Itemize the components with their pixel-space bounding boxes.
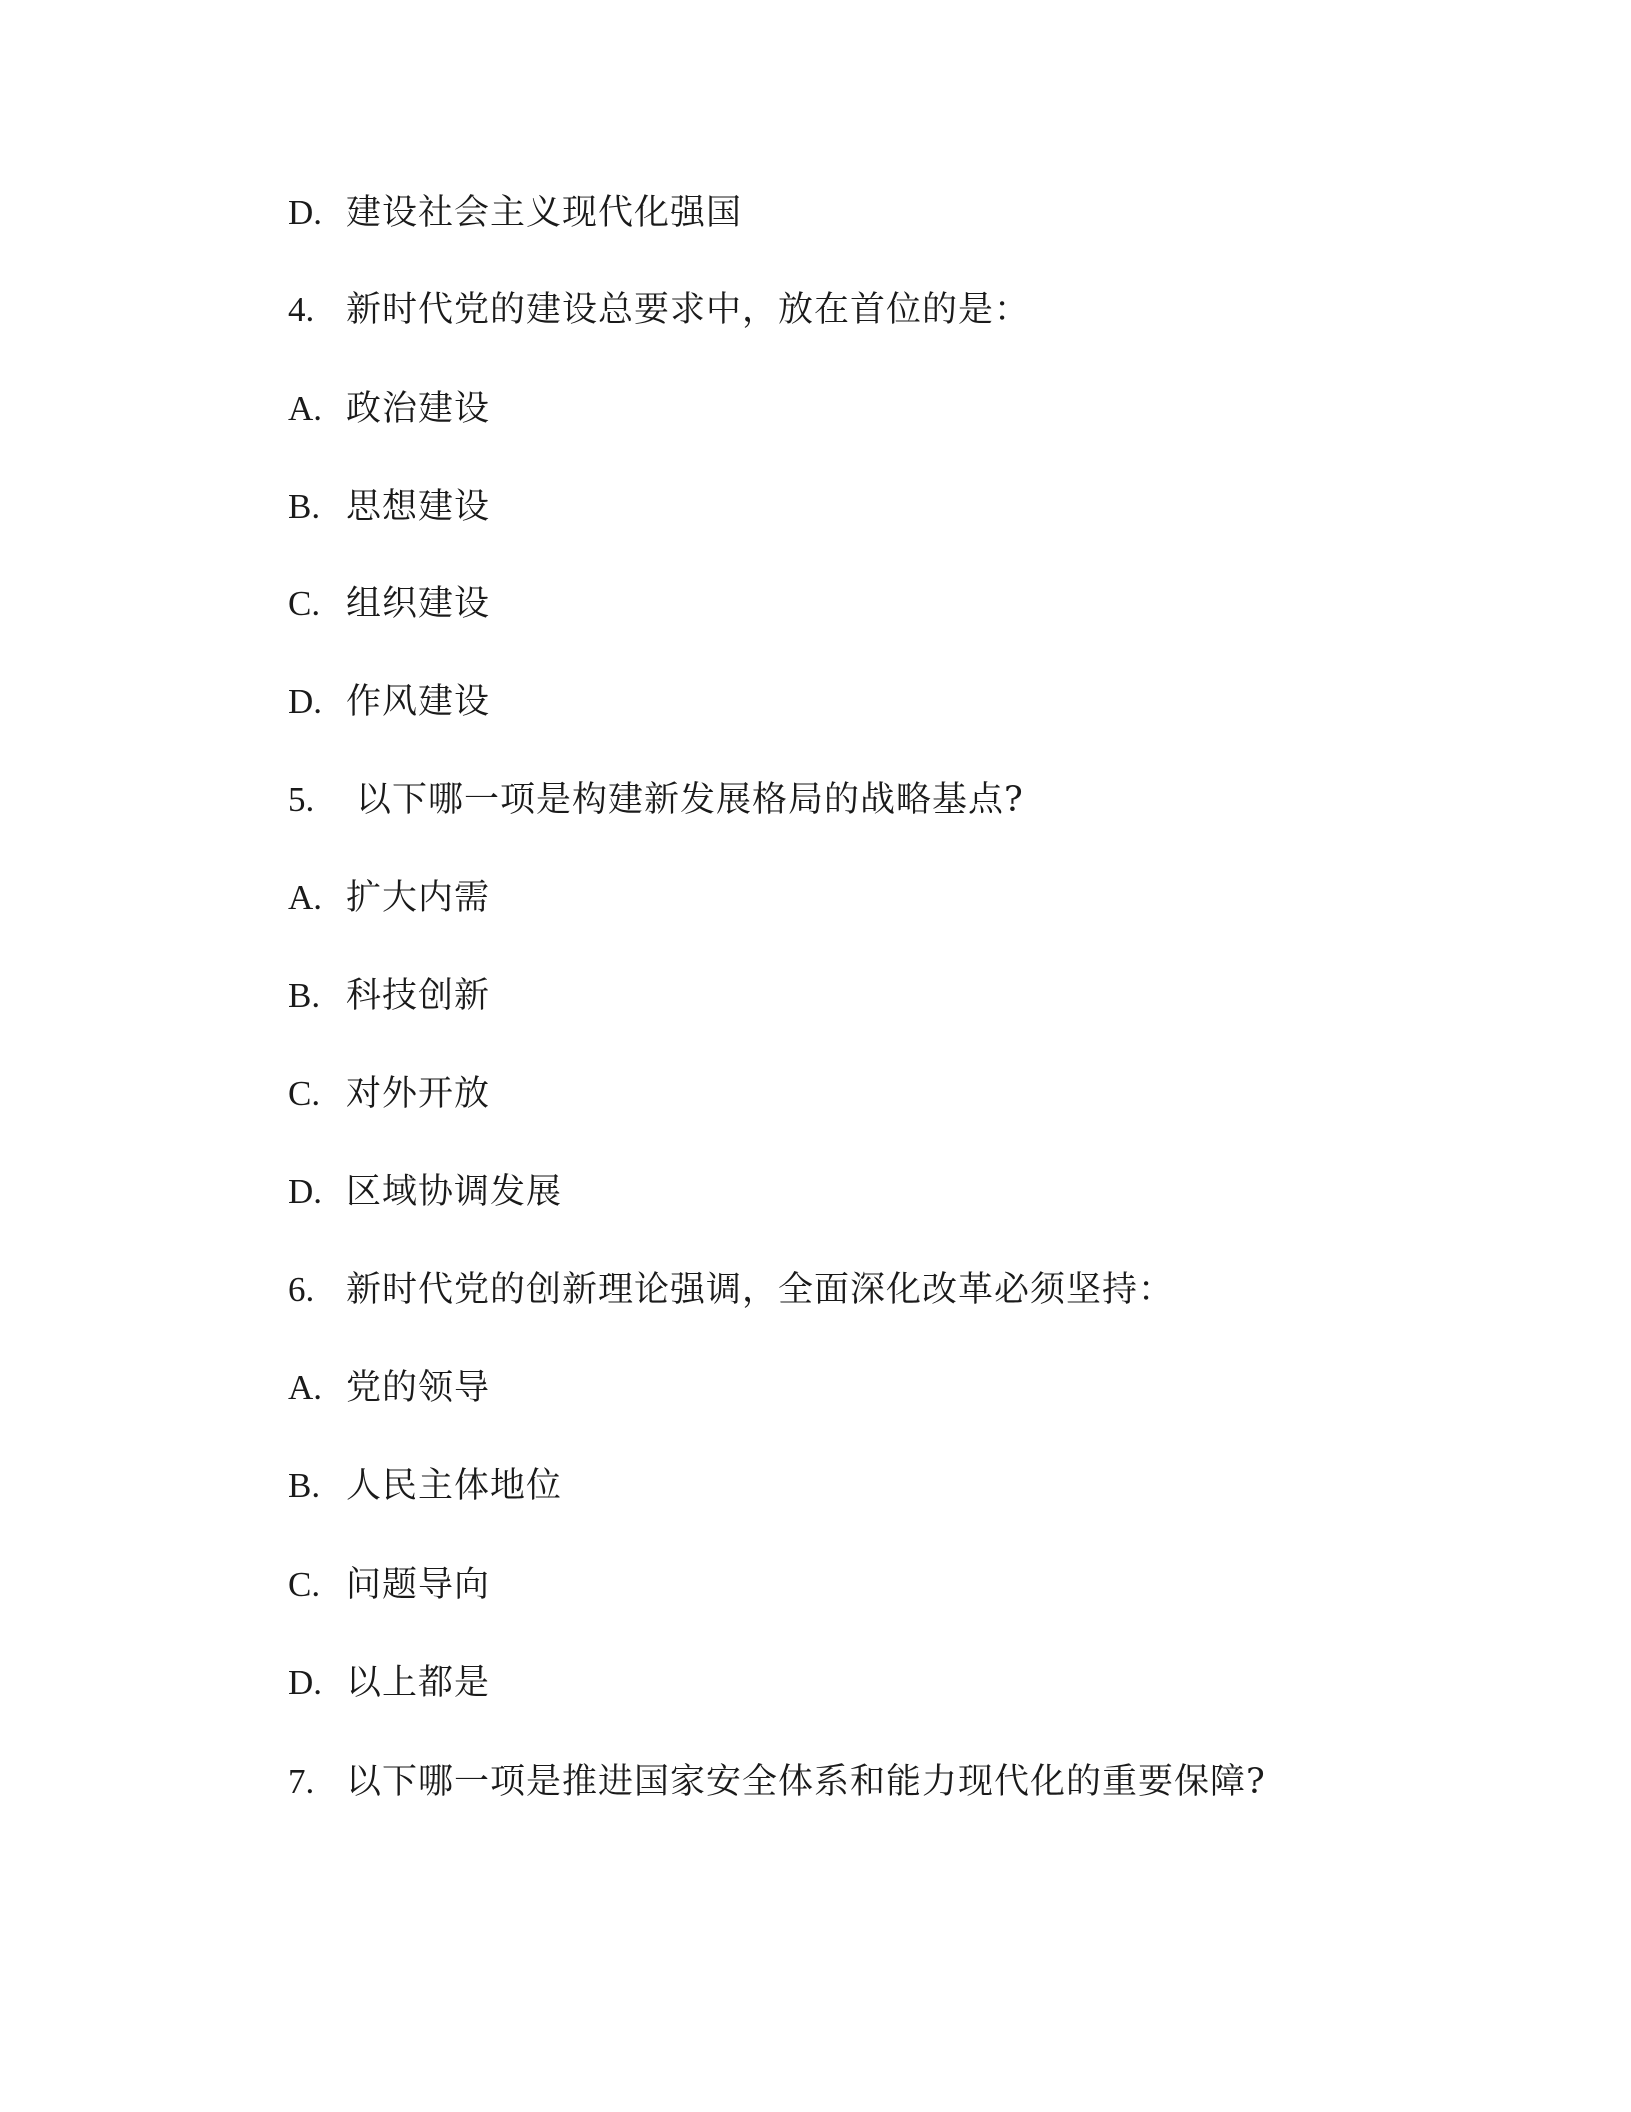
option-label: C. [288,1565,321,1604]
option-b-q5 [288,966,490,1026]
option-d-q3 [288,183,742,243]
question-4 [288,280,1030,340]
option-text: 扩大内需 [346,878,491,918]
question-number: 5. [288,780,315,819]
option-text: 对外开放 [346,1074,491,1114]
option-text: 政治建设 [346,389,491,429]
option-label: D. [288,1663,323,1702]
option-label: C. [288,584,321,623]
option-text: 问题导向 [346,1565,491,1605]
option-label: A. [288,389,323,428]
option-c-q5 [288,1064,490,1124]
option-c-q6 [288,1555,490,1615]
option-text: 以上都是 [346,1663,491,1703]
question-number: 4. [288,290,315,329]
option-a-q6 [288,1358,490,1418]
option-label: C. [288,1074,321,1113]
question-6 [288,1260,1174,1320]
option-text: 区域协调发展 [346,1172,563,1212]
option-label: A. [288,878,323,917]
question-text: 以下哪一项是推进国家安全体系和能力现代化的重要保障? [346,1762,1266,1802]
option-c-q4 [288,574,490,634]
option-a-q5 [288,868,490,928]
option-b-q6 [288,1456,562,1516]
question-5 [288,770,1024,830]
option-d-q5 [288,1162,562,1222]
option-label: D. [288,1172,323,1211]
question-text: 以下哪一项是构建新发展格局的战略基点? [356,780,1024,820]
question-7 [288,1752,1266,1812]
option-text: 党的领导 [346,1368,491,1408]
option-label: A. [288,1368,323,1407]
option-text: 作风建设 [346,682,491,722]
option-text: 建设社会主义现代化强国 [346,193,743,233]
question-number: 7. [288,1762,315,1801]
option-label: B. [288,976,321,1015]
question-text: 新时代党的创新理论强调，全面深化改革必须坚持： [346,1270,1175,1310]
option-a-q4 [288,379,490,439]
option-b-q4 [288,477,490,537]
option-label: D. [288,682,323,721]
question-number: 6. [288,1270,315,1309]
option-text: 科技创新 [346,976,491,1016]
option-text: 思想建设 [346,487,491,527]
option-label: B. [288,487,321,526]
option-text: 组织建设 [346,584,491,624]
option-text: 人民主体地位 [346,1466,563,1506]
option-label: B. [288,1466,321,1505]
option-label: D. [288,193,323,232]
question-text: 新时代党的建设总要求中，放在首位的是： [346,290,1031,330]
option-d-q4 [288,672,490,732]
option-d-q6 [288,1653,490,1713]
